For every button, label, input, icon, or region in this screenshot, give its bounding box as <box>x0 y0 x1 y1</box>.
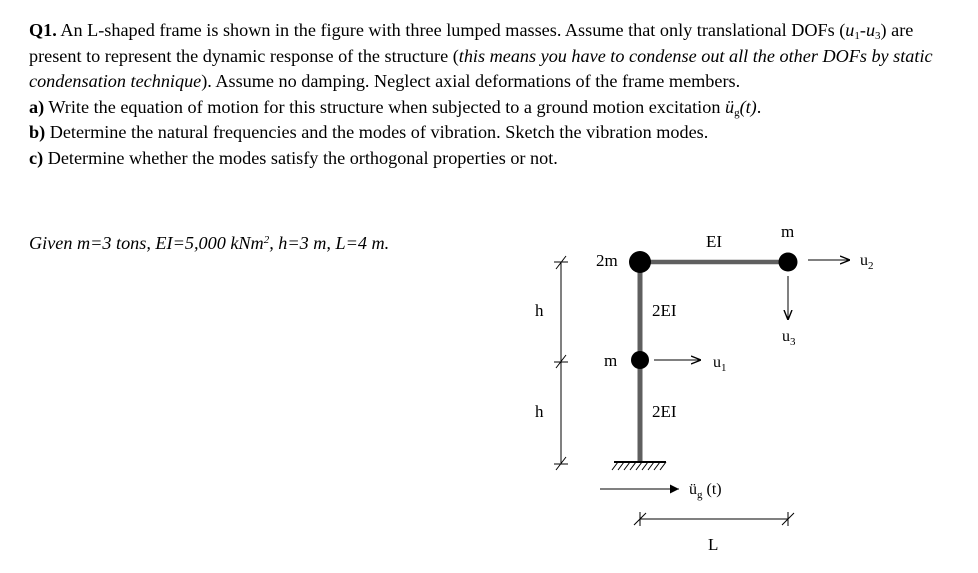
u3-label: $u_3$ <box>782 328 796 348</box>
u2-label: $u_2$ <box>860 252 874 272</box>
question-intro: Q1. An L-shaped frame is shown in the figure with three lumped masses. Assume that only translational DOFs $(u_1-u_3)$ are present to represent the dynamic response of the structure (this means you have to condense out all the other DOFs by static condensation technique). Assume no damping. Neglect axial deformations of the frame members. <box>29 20 933 91</box>
part-b: b) Determine the natural frequencies and the modes of vibration. Sketch the vibration modes. <box>29 122 709 142</box>
part-a: a) Write the equation of motion for this structure when subjected to a ground motion excitation $ü_g(t)$. <box>29 96 762 119</box>
span-label: L <box>708 535 719 554</box>
mass-m-middle-node <box>631 351 649 369</box>
ground-motion-label: $ü_g$ (t) <box>689 481 722 501</box>
lower-column-stiffness-label: 2EI <box>652 402 677 421</box>
u1-label: $u_1$ <box>713 354 727 374</box>
lower-height-label: h <box>535 402 544 421</box>
mass-2m-node <box>629 251 651 273</box>
support-hatching <box>612 462 666 470</box>
mass-m-middle-label: m <box>604 351 618 370</box>
question-number: Q1. <box>29 20 57 40</box>
mass-m-tip-label: m <box>781 222 795 241</box>
part-c: c) Determine whether the modes satisfy the orthogonal properties or not. <box>29 147 558 168</box>
given-values: Given m=3 tons, EI=5,000 kNm$^2$, h=3 m, L=4 m. <box>29 233 390 253</box>
upper-height-label: h <box>535 301 544 320</box>
upper-column-stiffness-label: 2EI <box>652 301 677 320</box>
beam-stiffness-label: EI <box>706 232 723 251</box>
mass-2m-label: 2m <box>596 251 618 270</box>
mass-m-tip-node <box>779 253 798 272</box>
